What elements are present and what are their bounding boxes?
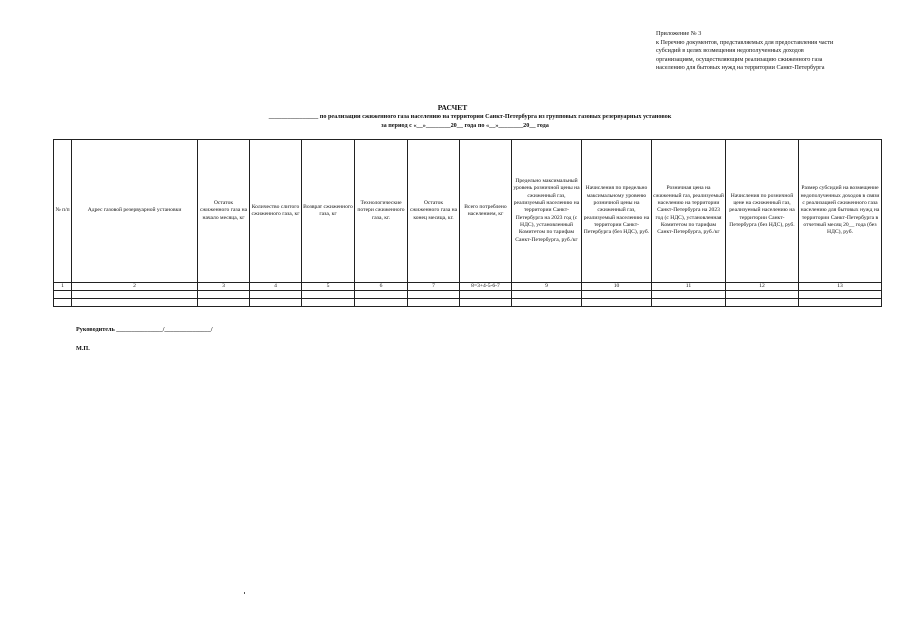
header-cell: Начисления по розничной цене на сжиженный газ, реализуемый населению на территории Санкт-Петербурга (без НДС), руб.: [726, 140, 799, 283]
header-cell: Розничная цена на сжиженный газ, реализуемый населению на территории Санкт-Петербурга на 2023 год (с НДС), установленная Комитетом по тарифам Санкт-Петербурга, руб./кг: [652, 140, 726, 283]
column-number-cell: 13: [799, 283, 882, 291]
calculation-table: [53, 139, 882, 307]
column-number-cell: 8=3+4-5-6-7: [460, 283, 512, 291]
column-number-cell: 7: [408, 283, 460, 291]
table-cell: [512, 299, 582, 307]
table-cell: [54, 299, 72, 307]
stamp-placeholder: М.П.: [76, 345, 90, 352]
table-cell: [72, 299, 198, 307]
header-cell: Начисления по предельно максимальному уровеню розничной цены на сжиженный газ, реализуемый населению на территории Санкт-Петербурга (без НДС), руб.: [582, 140, 652, 283]
appendix-line: населению для бытовых нужд на территории Санкт-Петербурга: [656, 64, 825, 72]
document-title: РАСЧЕТ: [437, 103, 468, 112]
table-cell: [460, 291, 512, 299]
header-cell: Всего потреблено населением, кг: [460, 140, 512, 283]
header-cell: Размер субсидий на возмещение недополученных доходов в связи с реализацией сжиженного газа населению для бытовых нужд на территории Санкт-Петербурга в отчетный месяц 20__ года (без НДС), руб.: [799, 140, 882, 283]
table-cell: [726, 291, 799, 299]
table-cell: [250, 291, 302, 299]
table-cell: [799, 291, 882, 299]
header-cell: Предельно максимальный уровень розничной цены на сжиженный газ, реализуемый населению на территории Санкт-Петербурга на 2023 год (с НДС), установленный Комитетом по тарифам Санкт-Петербурга, руб./кг: [512, 140, 582, 283]
table-cell: [355, 291, 408, 299]
table-cell: [799, 299, 882, 307]
header-cell: № п/п: [54, 140, 72, 283]
table-cell: [408, 291, 460, 299]
header-cell: Адрес газовой резервуарной установки: [72, 140, 198, 283]
table-cell: [198, 291, 250, 299]
header-cell: Возврат сжиженного газа, кг: [302, 140, 355, 283]
table-cell: [652, 291, 726, 299]
appendix-line: к Перечню документов, представляемых для предоставления части: [656, 38, 834, 46]
header-cell: Количество слитого сжиженного газа, кг: [250, 140, 302, 283]
column-number-cell: 6: [355, 283, 408, 291]
header-row: [54, 140, 882, 283]
appendix-line: субсидий в целях возмещения недополученных доходов: [656, 47, 804, 55]
column-number-row: [54, 283, 882, 291]
table-row: [54, 299, 882, 307]
column-number-cell: 4: [250, 283, 302, 291]
appendix-line: организациям, осуществляющим реализацию сжиженного газа: [656, 55, 823, 63]
reporting-period: за период с «__»________20__ года по «__»________20__ года: [381, 122, 549, 129]
table-cell: [512, 291, 582, 299]
table-cell: [408, 299, 460, 307]
column-number-cell: 11: [652, 283, 726, 291]
signature-line: Руководитель _______________/_______________/: [76, 326, 213, 333]
table-cell: [652, 299, 726, 307]
column-number-cell: 5: [302, 283, 355, 291]
table-cell: [198, 299, 250, 307]
table-cell: [582, 291, 652, 299]
column-number-cell: 3: [198, 283, 250, 291]
appendix-note: [656, 30, 896, 73]
table-cell: [582, 299, 652, 307]
column-number-cell: 10: [582, 283, 652, 291]
appendix-line: Приложение № 3: [656, 30, 702, 37]
table-cell: [302, 299, 355, 307]
column-number-cell: 1: [54, 283, 72, 291]
table-cell: [250, 299, 302, 307]
scan-speck: [244, 592, 245, 594]
header-cell: Остаток сжиженного газа на конец месяца, кг.: [408, 140, 460, 283]
table-cell: [355, 299, 408, 307]
column-number-cell: 2: [72, 283, 198, 291]
table-cell: [726, 299, 799, 307]
header-cell: Технологические потери сжиженного газа, кг.: [355, 140, 408, 283]
header-cell: Остаток сжиженного газа на начало месяца, кг: [198, 140, 250, 283]
column-number-cell: 12: [726, 283, 799, 291]
table-cell: [72, 291, 198, 299]
table-cell: [54, 291, 72, 299]
column-number-cell: 9: [512, 283, 582, 291]
table-cell: [460, 299, 512, 307]
table-row: [54, 291, 882, 299]
document-subtitle: ________________ по реализации сжиженного газа населению на территории Санкт-Петербурга из групповых газовых резервуарных установок: [268, 113, 672, 120]
table-cell: [302, 291, 355, 299]
